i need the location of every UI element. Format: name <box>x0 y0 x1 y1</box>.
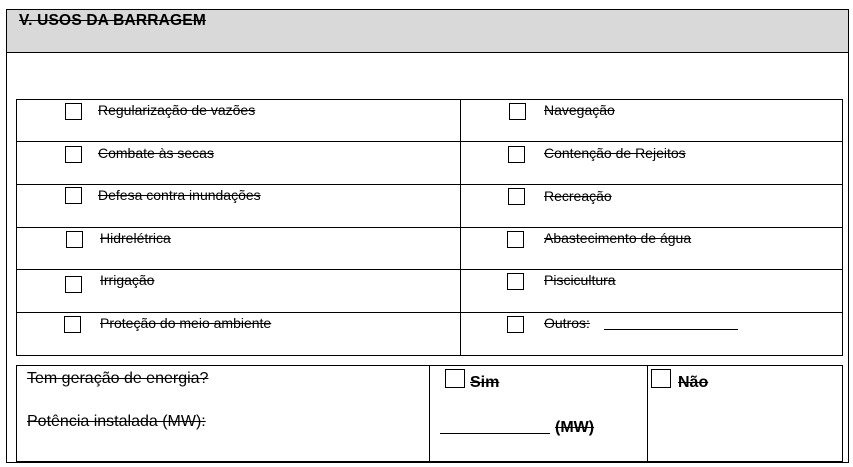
checkbox-defesa-inundacoes[interactable] <box>65 187 82 204</box>
checkbox-abastecimento[interactable] <box>507 231 524 248</box>
use-label: Defesa contra inundações <box>98 187 261 203</box>
use-label: Combate às secas <box>98 145 214 161</box>
row-divider <box>16 141 843 142</box>
nao-label: Não <box>678 374 709 391</box>
checkbox-recreacao[interactable] <box>508 188 525 205</box>
power-input-line[interactable] <box>440 433 550 434</box>
section-header <box>6 9 849 53</box>
use-label: Abastecimento de água <box>544 230 692 246</box>
use-label: Proteção do meio ambiente <box>100 315 272 331</box>
checkbox-sim[interactable] <box>445 369 465 388</box>
use-label: Recreação <box>544 188 612 204</box>
installed-power-label: Potência instalada (MW): <box>27 413 206 430</box>
sim-label: Sim <box>470 374 500 391</box>
outros-input-line[interactable] <box>604 329 738 330</box>
column-divider <box>429 365 430 462</box>
checkbox-irrigacao[interactable] <box>65 276 82 293</box>
checkbox-outros[interactable] <box>507 316 524 333</box>
energy-question: Tem geração de energia? <box>27 370 209 387</box>
row-divider <box>16 269 843 270</box>
checkbox-protecao-ambiente[interactable] <box>64 316 81 333</box>
use-label: Hidrelétrica <box>100 230 171 246</box>
row-divider <box>16 312 843 313</box>
use-label: Regularização de vazões <box>98 102 256 118</box>
checkbox-combate-secas[interactable] <box>65 146 82 163</box>
use-label: Contenção de Rejeitos <box>544 145 686 161</box>
checkbox-piscicultura[interactable] <box>507 273 524 290</box>
checkbox-regularizacao[interactable] <box>65 103 82 120</box>
checkbox-hidreletrica[interactable] <box>66 231 83 248</box>
row-divider <box>16 184 843 185</box>
row-divider <box>16 227 843 228</box>
use-label: Outros: <box>544 315 590 331</box>
column-divider <box>647 365 648 462</box>
use-label: Irrigação <box>100 272 155 288</box>
checkbox-contencao-rejeitos[interactable] <box>508 146 525 163</box>
use-label: Navegação <box>544 102 615 118</box>
use-label: Piscicultura <box>544 272 616 288</box>
checkbox-navegacao[interactable] <box>509 103 526 120</box>
section-title: V. USOS DA BARRAGEM <box>19 12 206 29</box>
checkbox-nao[interactable] <box>651 369 671 388</box>
mw-unit-label: (MW) <box>555 419 595 436</box>
